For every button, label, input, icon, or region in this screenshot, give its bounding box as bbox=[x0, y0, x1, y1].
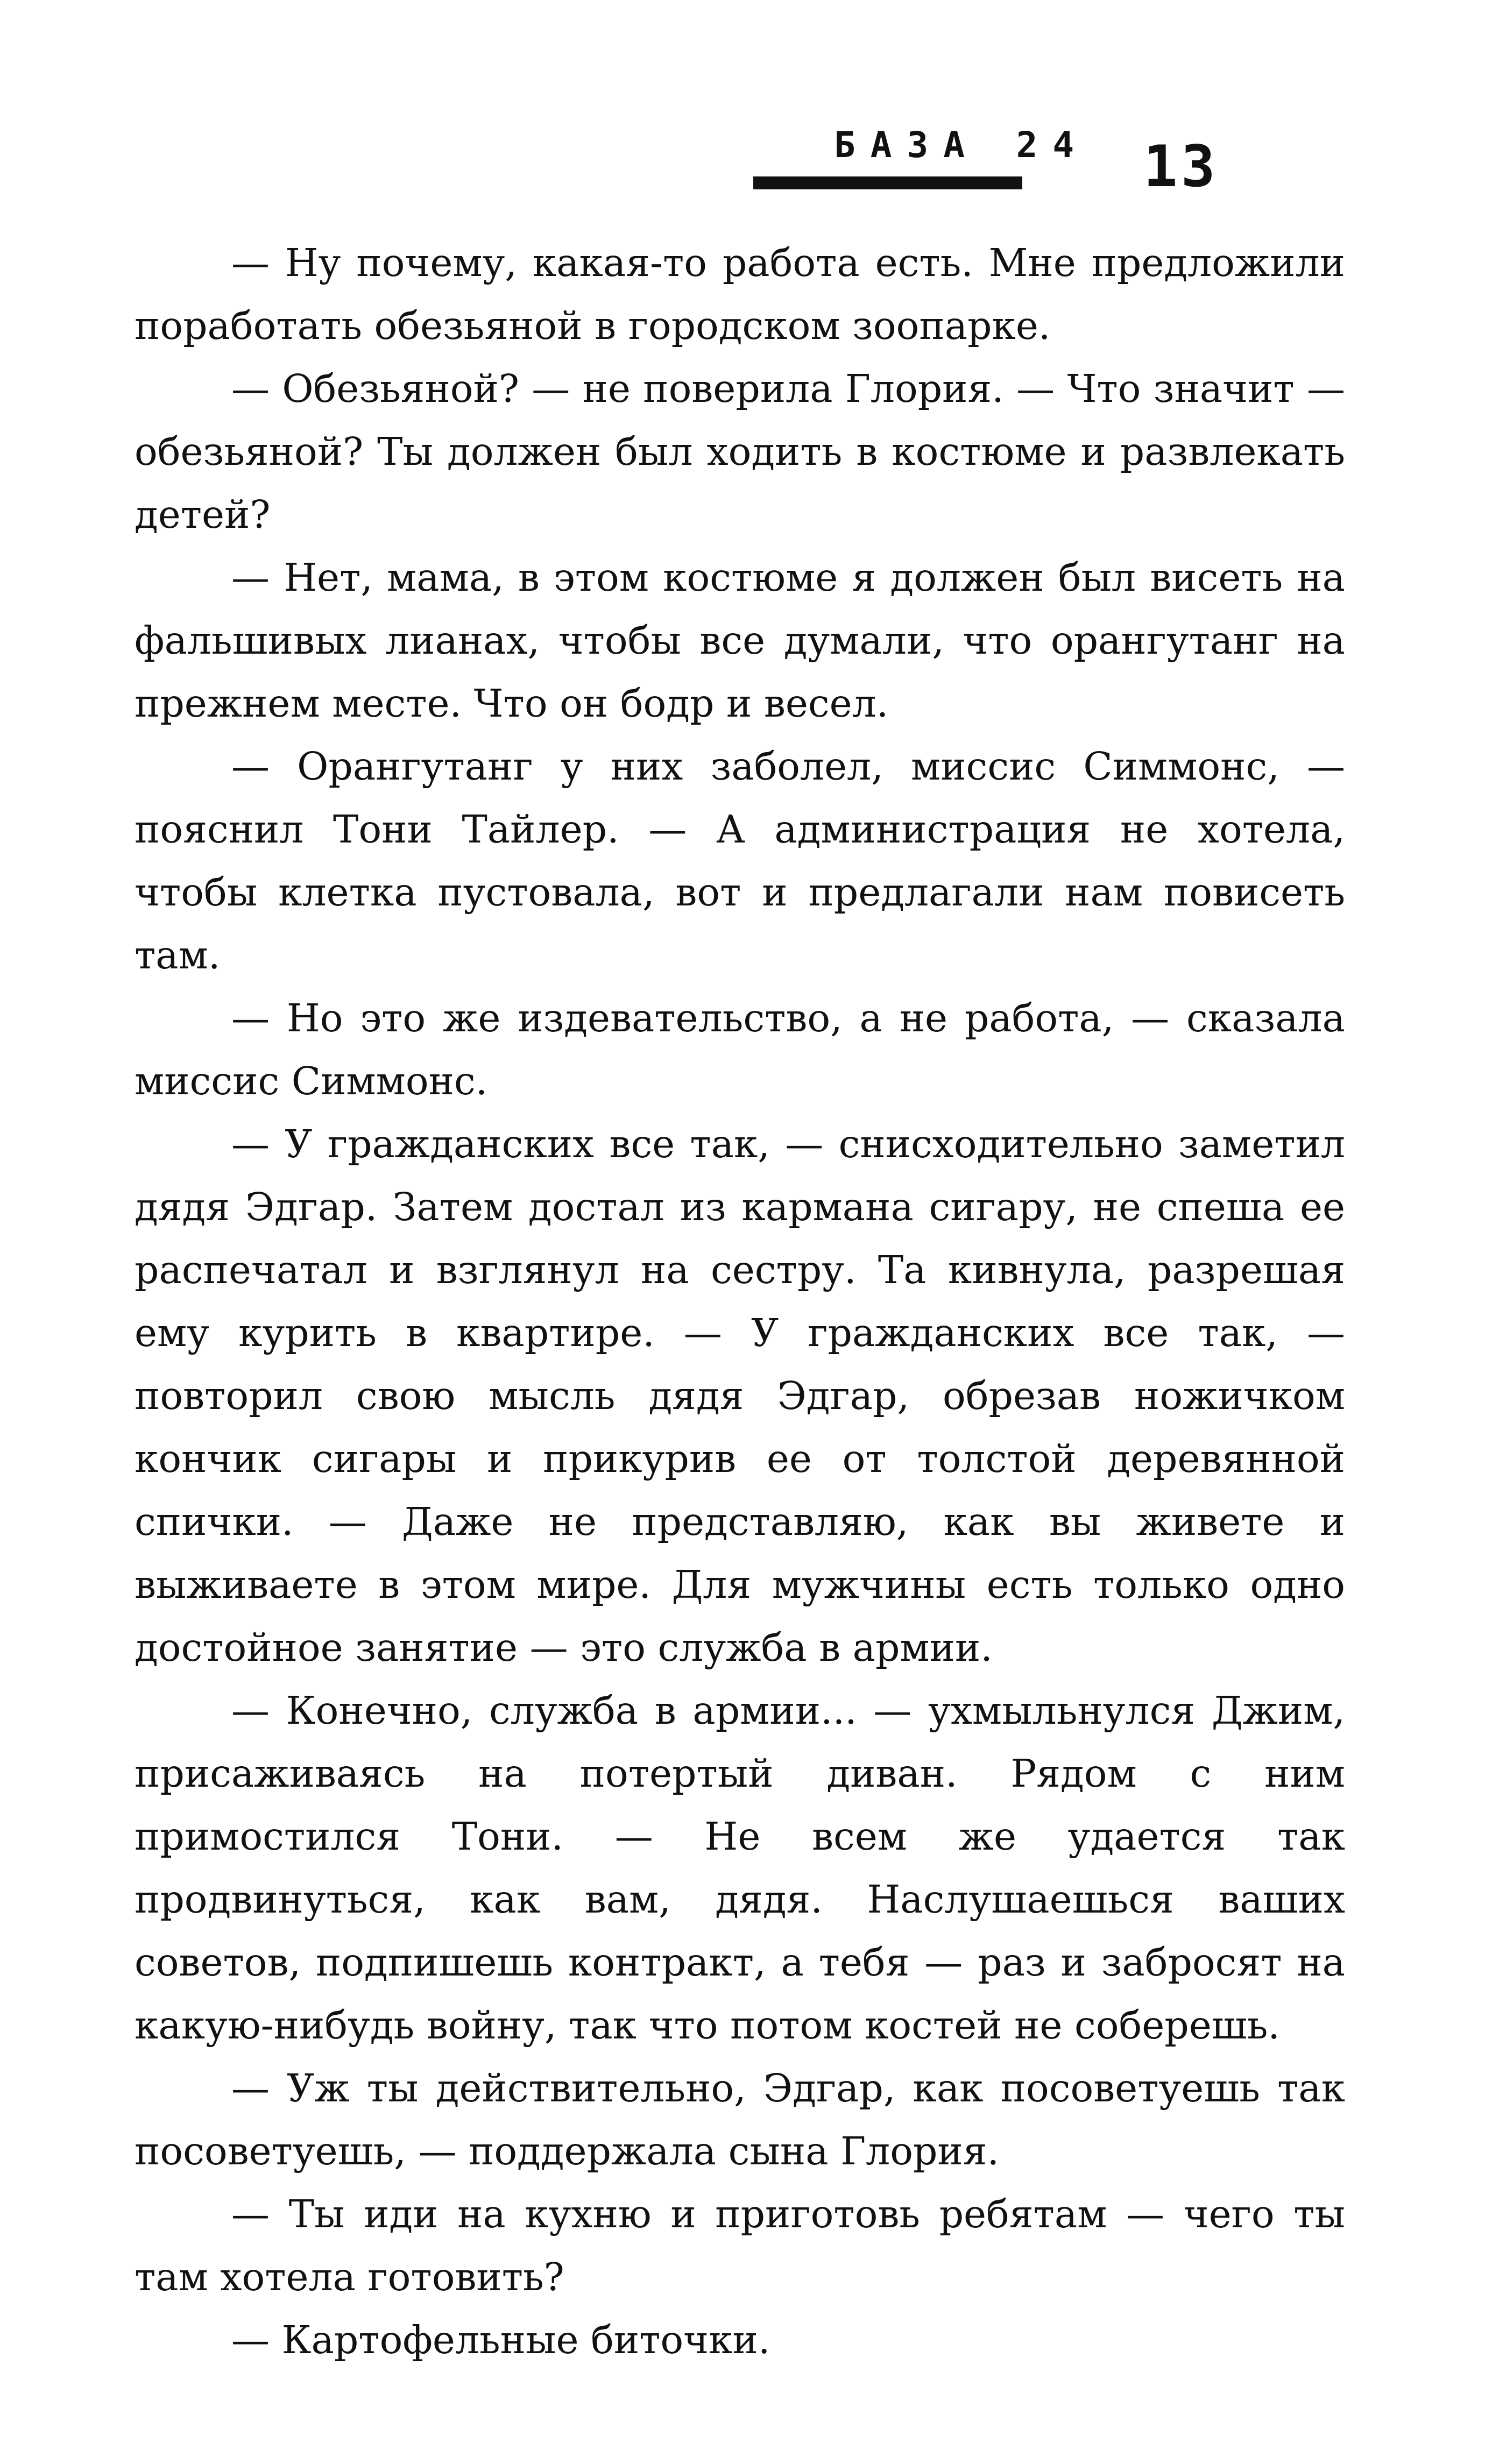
paragraph: — Конечно, служба в армии... — ухмыльнулся Джим, присаживаясь на потертый диван. Рядом с ним примостился Тони. — Не всем же удается так продвинуться, как вам, дядя. Наслушаешься ваших советов, подпишешь контракт, а тебя — раз и забросят на какую-нибудь войну, так что потом костей не соберешь. bbox=[135, 1688, 1345, 2048]
header-rule bbox=[753, 176, 1022, 189]
page-header bbox=[753, 118, 1219, 226]
paragraph: — Ну почему, какая-то работа есть. Мне предложили поработать обезьяной в городском зоопарке. bbox=[135, 240, 1345, 348]
paragraph: — Картофельные биточки. bbox=[231, 2318, 770, 2362]
paragraph: — Уж ты действительно, Эдгар, как посоветуешь так посоветуешь, — поддержала сына Глория. bbox=[135, 2066, 1345, 2173]
page-number: 13 bbox=[1143, 133, 1219, 200]
body-text bbox=[135, 231, 1345, 2371]
paragraph: — Нет, мама, в этом костюме я должен был висеть на фальшивых лианах, чтобы все думали, что орангутанг на прежнем месте. Что он бодр и весел. bbox=[135, 555, 1345, 726]
paragraph: — Ты иди на кухню и приготовь ребятам — чего ты там хотела готовить? bbox=[135, 2192, 1345, 2299]
paragraph: — Орангутанг у них заболел, миссис Симмонс, — пояснил Тони Тайлер. — А администрация не хотела, чтобы клетка пустовала, вот и предлагали нам повисеть там. bbox=[135, 744, 1345, 978]
paragraph: — У гражданских все так, — снисходительно заметил дядя Эдгар. Затем достал из кармана сигару, не спеша ее распечатал и взглянул на сестру. Та кивнула, разрешая ему курить в квартире. — У гражданских все так, — повторил свою мысль дядя Эдгар, обрезав ножичком кончик сигары и прикурив ее от толстой деревянной спички. — Даже не представляю, как вы живете и выживаете в этом мире. Для мужчины есть только одно достойное занятие — это служба в армии. bbox=[135, 1122, 1345, 1670]
running-title: БАЗА 24 bbox=[834, 124, 1090, 166]
paragraph: — Обезьяной? — не поверила Глория. — Что значит — обезьяной? Ты должен был ходить в костюме и развлекать детей? bbox=[135, 366, 1345, 537]
paragraph: — Но это же издевательство, а не работа, — сказала миссис Симмонс. bbox=[135, 996, 1345, 1103]
